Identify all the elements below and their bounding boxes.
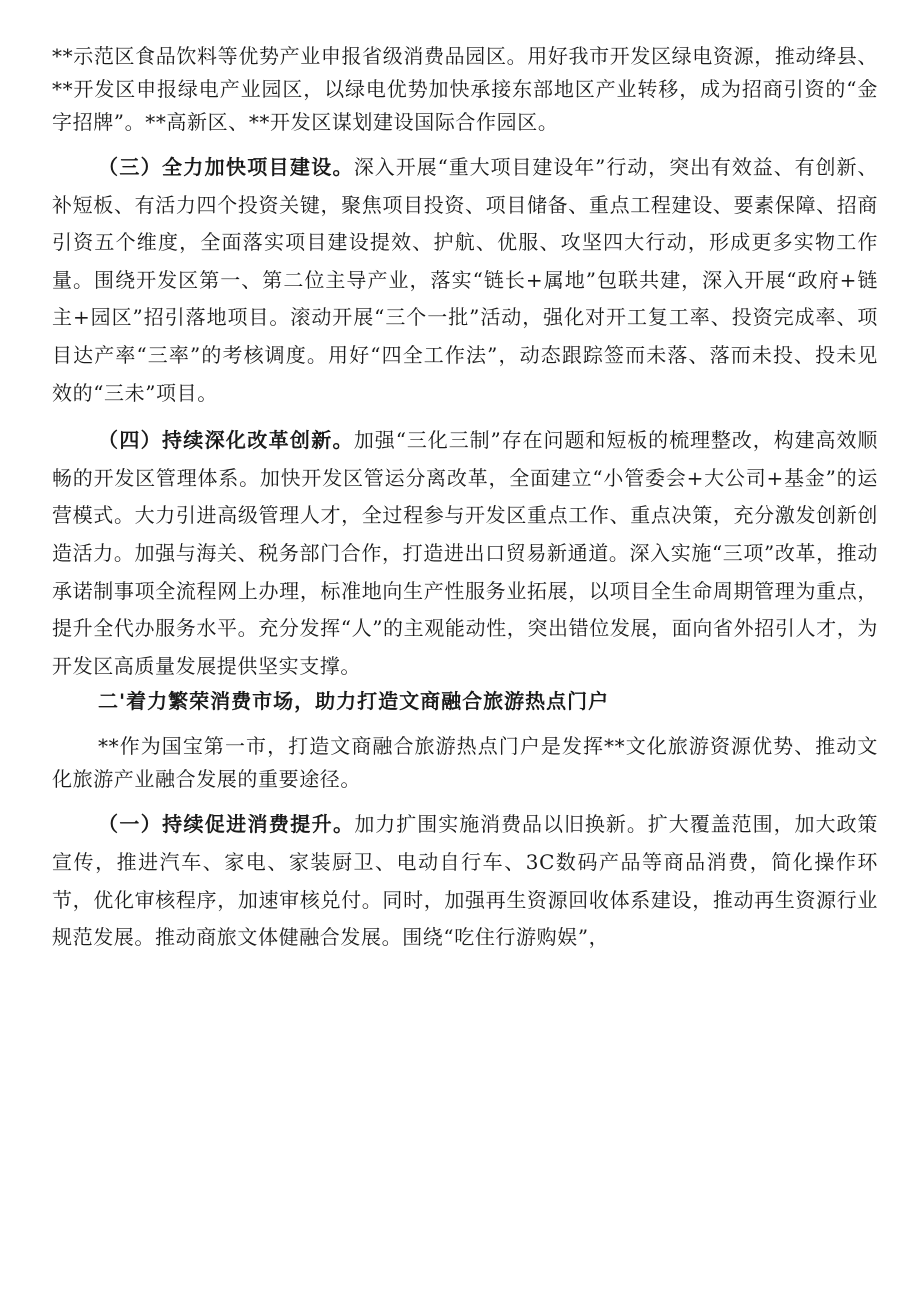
paragraph-continuation <box>52 40 878 139</box>
section-heading: 二'着力繁荣消费市场，助力打造文商融合旅游热点门户 <box>98 689 610 714</box>
paragraph-consumption-promotion <box>52 806 878 956</box>
document-page <box>52 40 878 957</box>
paragraph-lead: （四）持续深化改革创新。 <box>98 428 354 453</box>
paragraph-lead: （三）全力加快项目建设。 <box>98 155 354 179</box>
paragraph-text: **示范区食品饮料等优势产业申报省级消费品园区。用好我市开发区绿电资源，推动绛县、**开发区申报绿电产业园区，以绿电优势加快承接东部地区产业转移，成为招商引资的“金字招牌”。**高新区、**开发区谋划建设国际合作园区。 <box>52 44 878 134</box>
paragraph-text: 加强“三化三制”存在问题和短板的梳理整改，构建高效顺畅的开发区管理体系。加快开发区管运分离改革，全面建立“小管委会+大公司+基金”的运营模式。大力引进高级管理人才，全过程参与开发区重点工作、重点决策，充分激发创新创造活力。加强与海关、税务部门合作，打造进出口贸易新通道。深入实施“三项”改革，推动承诺制事项全流程网上办理，标准地向生产性服务业拓展，以项目全生命周期管理为重点，提升全代办服务水平。充分发挥“人”的主观能动性，突出错位发展，面向省外招引人才，为开发区高质量发展提供坚实支撑。 <box>52 428 878 678</box>
paragraph-reform-innovation <box>52 422 878 685</box>
paragraph-intro <box>52 730 878 796</box>
paragraph-text: 深入开展“重大项目建设年”行动，突出有效益、有创新、补短板、有活力四个投资关键，聚焦项目投资、项目储备、重点工程建设、要素保障、招商引资五个维度，全面落实项目建设提效、护航、优服、攻坚四大行动，形成更多实物工作量。围绕开发区第一、第二位主导产业，落实“链长+属地”包联共建，深入开展“政府+链主+园区”招引落地项目。滚动开展“三个一批”活动，强化对开工复工率、投资完成率、项目达产率“三率”的考核调度。用好“四全工作法”，动态跟踪签而未落、落而未投、投未见效的“三未”项目。 <box>52 155 878 405</box>
paragraph-text: **作为国宝第一市，打造文商融合旅游热点门户是发挥**文化旅游资源优势、推动文化旅游产业融合发展的重要途径。 <box>52 734 878 792</box>
paragraph-text: 加力扩围实施消费品以旧换新。扩大覆盖范围，加大政策宣传，推进汽车、家电、家装厨卫、电动自行车、3C数码产品等商品消费，简化操作环节，优化审核程序，加速审核兑付。同时，加强再生资源回收体系建设，推动再生资源行业规范发展。推动商旅文体健融合发展。围绕“吃住行游购娱”， <box>52 812 879 950</box>
paragraph-project-construction <box>52 149 878 412</box>
paragraph-lead: （一）持续促进消费提升。 <box>98 812 355 837</box>
